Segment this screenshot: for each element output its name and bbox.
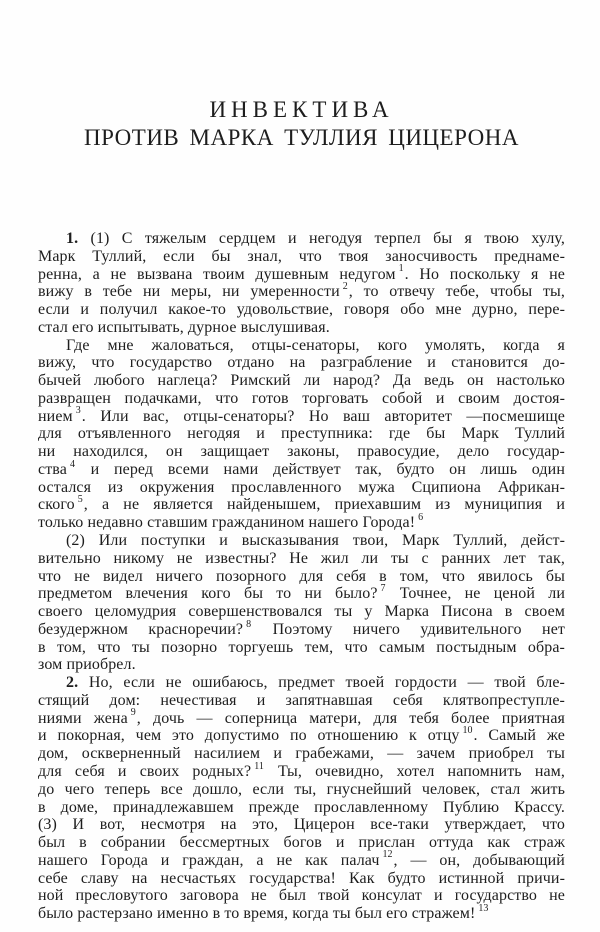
- text-line: [38, 390, 565, 408]
- text-run: нием: [38, 407, 73, 425]
- text-run: ства: [38, 460, 67, 478]
- text-line: [38, 834, 565, 852]
- text-run: что не видел ничего позорного для себя в том, что явилось бы: [38, 567, 565, 585]
- footnote-ref: 12: [382, 849, 393, 861]
- text-run: вижу в тебе ни меры, ни умеренности: [38, 283, 340, 301]
- text-line: [38, 799, 565, 817]
- section-number: 2.: [66, 674, 79, 692]
- text-run: стал его испытывать, дурное выслушивая.: [38, 318, 330, 336]
- text-run: до чего теперь все дошло, если ты, гнуснейший человек, стал жить: [38, 780, 565, 798]
- footnote-ref: 10: [462, 725, 473, 737]
- text-run: было растерзано именно в то время, когда ты был его стражем!: [38, 905, 476, 923]
- text-run: Где мне жаловаться, отцы-сенаторы, кого умолять, когда я: [66, 336, 565, 354]
- text-line: [38, 443, 565, 461]
- body-text: [38, 230, 565, 923]
- text-run: был в собрании бессмертных богов и прислан оттуда как страж: [38, 834, 565, 852]
- text-line: [38, 707, 566, 728]
- text-run: зом приобрел.: [38, 656, 136, 674]
- text-line: [38, 582, 565, 603]
- text-line: [38, 280, 566, 301]
- text-run: Но, если не ошибаюсь, предмет твоей гордости — твой бле-: [78, 674, 565, 692]
- text-run: развращен подачками, что готов торговать собой и своим достоя-: [38, 389, 565, 407]
- text-run: своего целомудрия совершенствовался ты у Марка Писона в своем: [38, 603, 565, 621]
- text-line: [38, 230, 565, 248]
- text-run: предметом влечения кого бы то ни было?: [38, 585, 378, 603]
- text-run: (3) И вот, несмотря на это, Цицерон все-таки утверждает, что: [38, 816, 565, 834]
- text-line: [38, 479, 565, 497]
- text-run: для отъявленного негодяя и преступника: где бы Марк Туллий: [38, 425, 565, 443]
- text-run: и покорная, чем это допустимо по отношению к отцу: [38, 727, 460, 745]
- text-run: вительно никому не известны? Не жил ли ты с ранних лет так,: [38, 549, 565, 567]
- text-line: [38, 425, 565, 443]
- text-run: (1) С тяжелым сердцем и негодуя терпел бы я твою хулу,: [78, 230, 565, 247]
- text-run: дом, оскверненный насилием и грабежами, — зачем приобрел ты: [38, 745, 565, 763]
- text-run: , — он, добывающий: [393, 851, 565, 869]
- footnote-ref: 1: [398, 263, 404, 275]
- footnote-ref: 13: [478, 902, 489, 914]
- text-line: [38, 870, 565, 888]
- text-line: [38, 372, 565, 390]
- text-line: [38, 692, 565, 710]
- text-line: [38, 849, 565, 870]
- footnote-ref: 4: [69, 458, 75, 470]
- paragraph: [38, 532, 565, 674]
- title-line-2: ПРОТИВ МАРКА ТУЛЛИЯ ЦИЦЕРОНА: [83, 125, 519, 150]
- text-run: . Но поскольку я не: [404, 265, 565, 283]
- text-line: [38, 639, 565, 657]
- footnote-ref: 7: [380, 582, 386, 594]
- text-run: Поэтому ничего удивительного нет: [252, 620, 565, 638]
- text-run: . Самый же: [473, 727, 565, 745]
- text-line: [38, 781, 565, 799]
- text-run: ренна, а не вызвана твоим душевным недугом: [38, 265, 396, 283]
- text-line: [38, 337, 565, 355]
- text-run: для себя и своих родных?: [38, 762, 252, 780]
- text-line: [38, 618, 565, 639]
- text-line: [38, 760, 566, 781]
- text-line: [38, 405, 565, 426]
- text-line: [38, 568, 565, 586]
- text-line: [38, 550, 565, 568]
- paragraph: [38, 230, 565, 337]
- text-run: нашего Города и граждан, а не как палач: [38, 851, 380, 869]
- text-line: [38, 816, 565, 834]
- text-line: [38, 496, 565, 514]
- paragraph: [38, 337, 565, 532]
- text-run: остался из окружения прославленного мужа Сципиона Африкан-: [38, 478, 565, 496]
- footnote-ref: 9: [130, 707, 136, 719]
- text-run: и перед всеми нами действует так, будто он лишь один: [75, 460, 565, 478]
- text-line: [38, 902, 565, 923]
- footnote-ref: 5: [77, 494, 83, 506]
- text-run: только недавно ставшим гражданином нашего Города!: [38, 514, 416, 532]
- footnote-ref: 8: [246, 618, 252, 630]
- text-run: в том, что ты позорно торгуешь тем, что самым постыдным обра-: [38, 638, 565, 656]
- text-line: [38, 532, 565, 550]
- text-run: Точнее, не ценой ли: [386, 585, 565, 603]
- text-run: ниями жена: [38, 709, 128, 727]
- text-run: Ты, очевидно, хотел напомнить нам,: [264, 762, 566, 780]
- text-line: [38, 656, 565, 674]
- text-line: [38, 263, 565, 284]
- page-title: [38, 97, 565, 153]
- text-line: [38, 511, 565, 532]
- text-run: , дочь — соперница матери, для тебя более приятная: [136, 709, 566, 727]
- text-line: [38, 727, 565, 745]
- text-run: Марк Туллий, если бы знал, что твоя заносчивость преднаме-: [38, 247, 565, 265]
- text-run: если и получил какое-то удовольствие, говоря обо мне дурно, пере-: [38, 301, 565, 319]
- section-number: 1.: [66, 230, 79, 247]
- text-line: [38, 745, 565, 763]
- text-run: (2) Или поступки и высказывания твои, Марк Туллий, дейст-: [66, 532, 565, 550]
- text-run: в доме, принадлежавшем прежде прославленному Публию Крассу.: [38, 798, 565, 816]
- text-line: [38, 301, 565, 319]
- text-line: [38, 603, 565, 621]
- footnote-ref: 2: [342, 280, 348, 292]
- footnote-ref: 11: [254, 760, 264, 772]
- text-line: [38, 354, 565, 372]
- text-run: ной пресловутого заговора не был твой консулат и государство не: [38, 887, 565, 905]
- title-line-1: ИНВЕКТИВА: [209, 97, 394, 122]
- text-run: себе славу на несчастьях государства! Как будто истинной причи-: [38, 869, 565, 887]
- text-line: [38, 319, 565, 337]
- text-run: ни находился, он защищает законы, правосудие, дело государ-: [38, 443, 565, 461]
- text-line: [38, 674, 565, 692]
- footnote-ref: 6: [418, 511, 424, 523]
- text-run: бычей любого наглеца? Римский ли народ? Да ведь он настолько: [38, 372, 565, 390]
- paragraph: [38, 674, 565, 923]
- text-line: [38, 248, 565, 266]
- text-run: вижу, что государство отдано на разграбление и становится до-: [38, 354, 565, 372]
- footnote-ref: 3: [75, 405, 81, 417]
- text-run: , а не является найденышем, приехавшим из муниципия и: [83, 496, 565, 514]
- text-run: безудержном красноречии?: [38, 620, 244, 638]
- text-run: стящий дом: нечестивая и запятнавшая себя клятвопреступле-: [38, 691, 565, 709]
- text-run: , то отвечу тебе, чтобы ты,: [348, 283, 566, 301]
- text-run: . Или вас, отцы-сенаторы? Но ваш авторитет —посмешище: [81, 407, 565, 425]
- text-line: [38, 458, 565, 479]
- text-run: ского: [38, 496, 75, 514]
